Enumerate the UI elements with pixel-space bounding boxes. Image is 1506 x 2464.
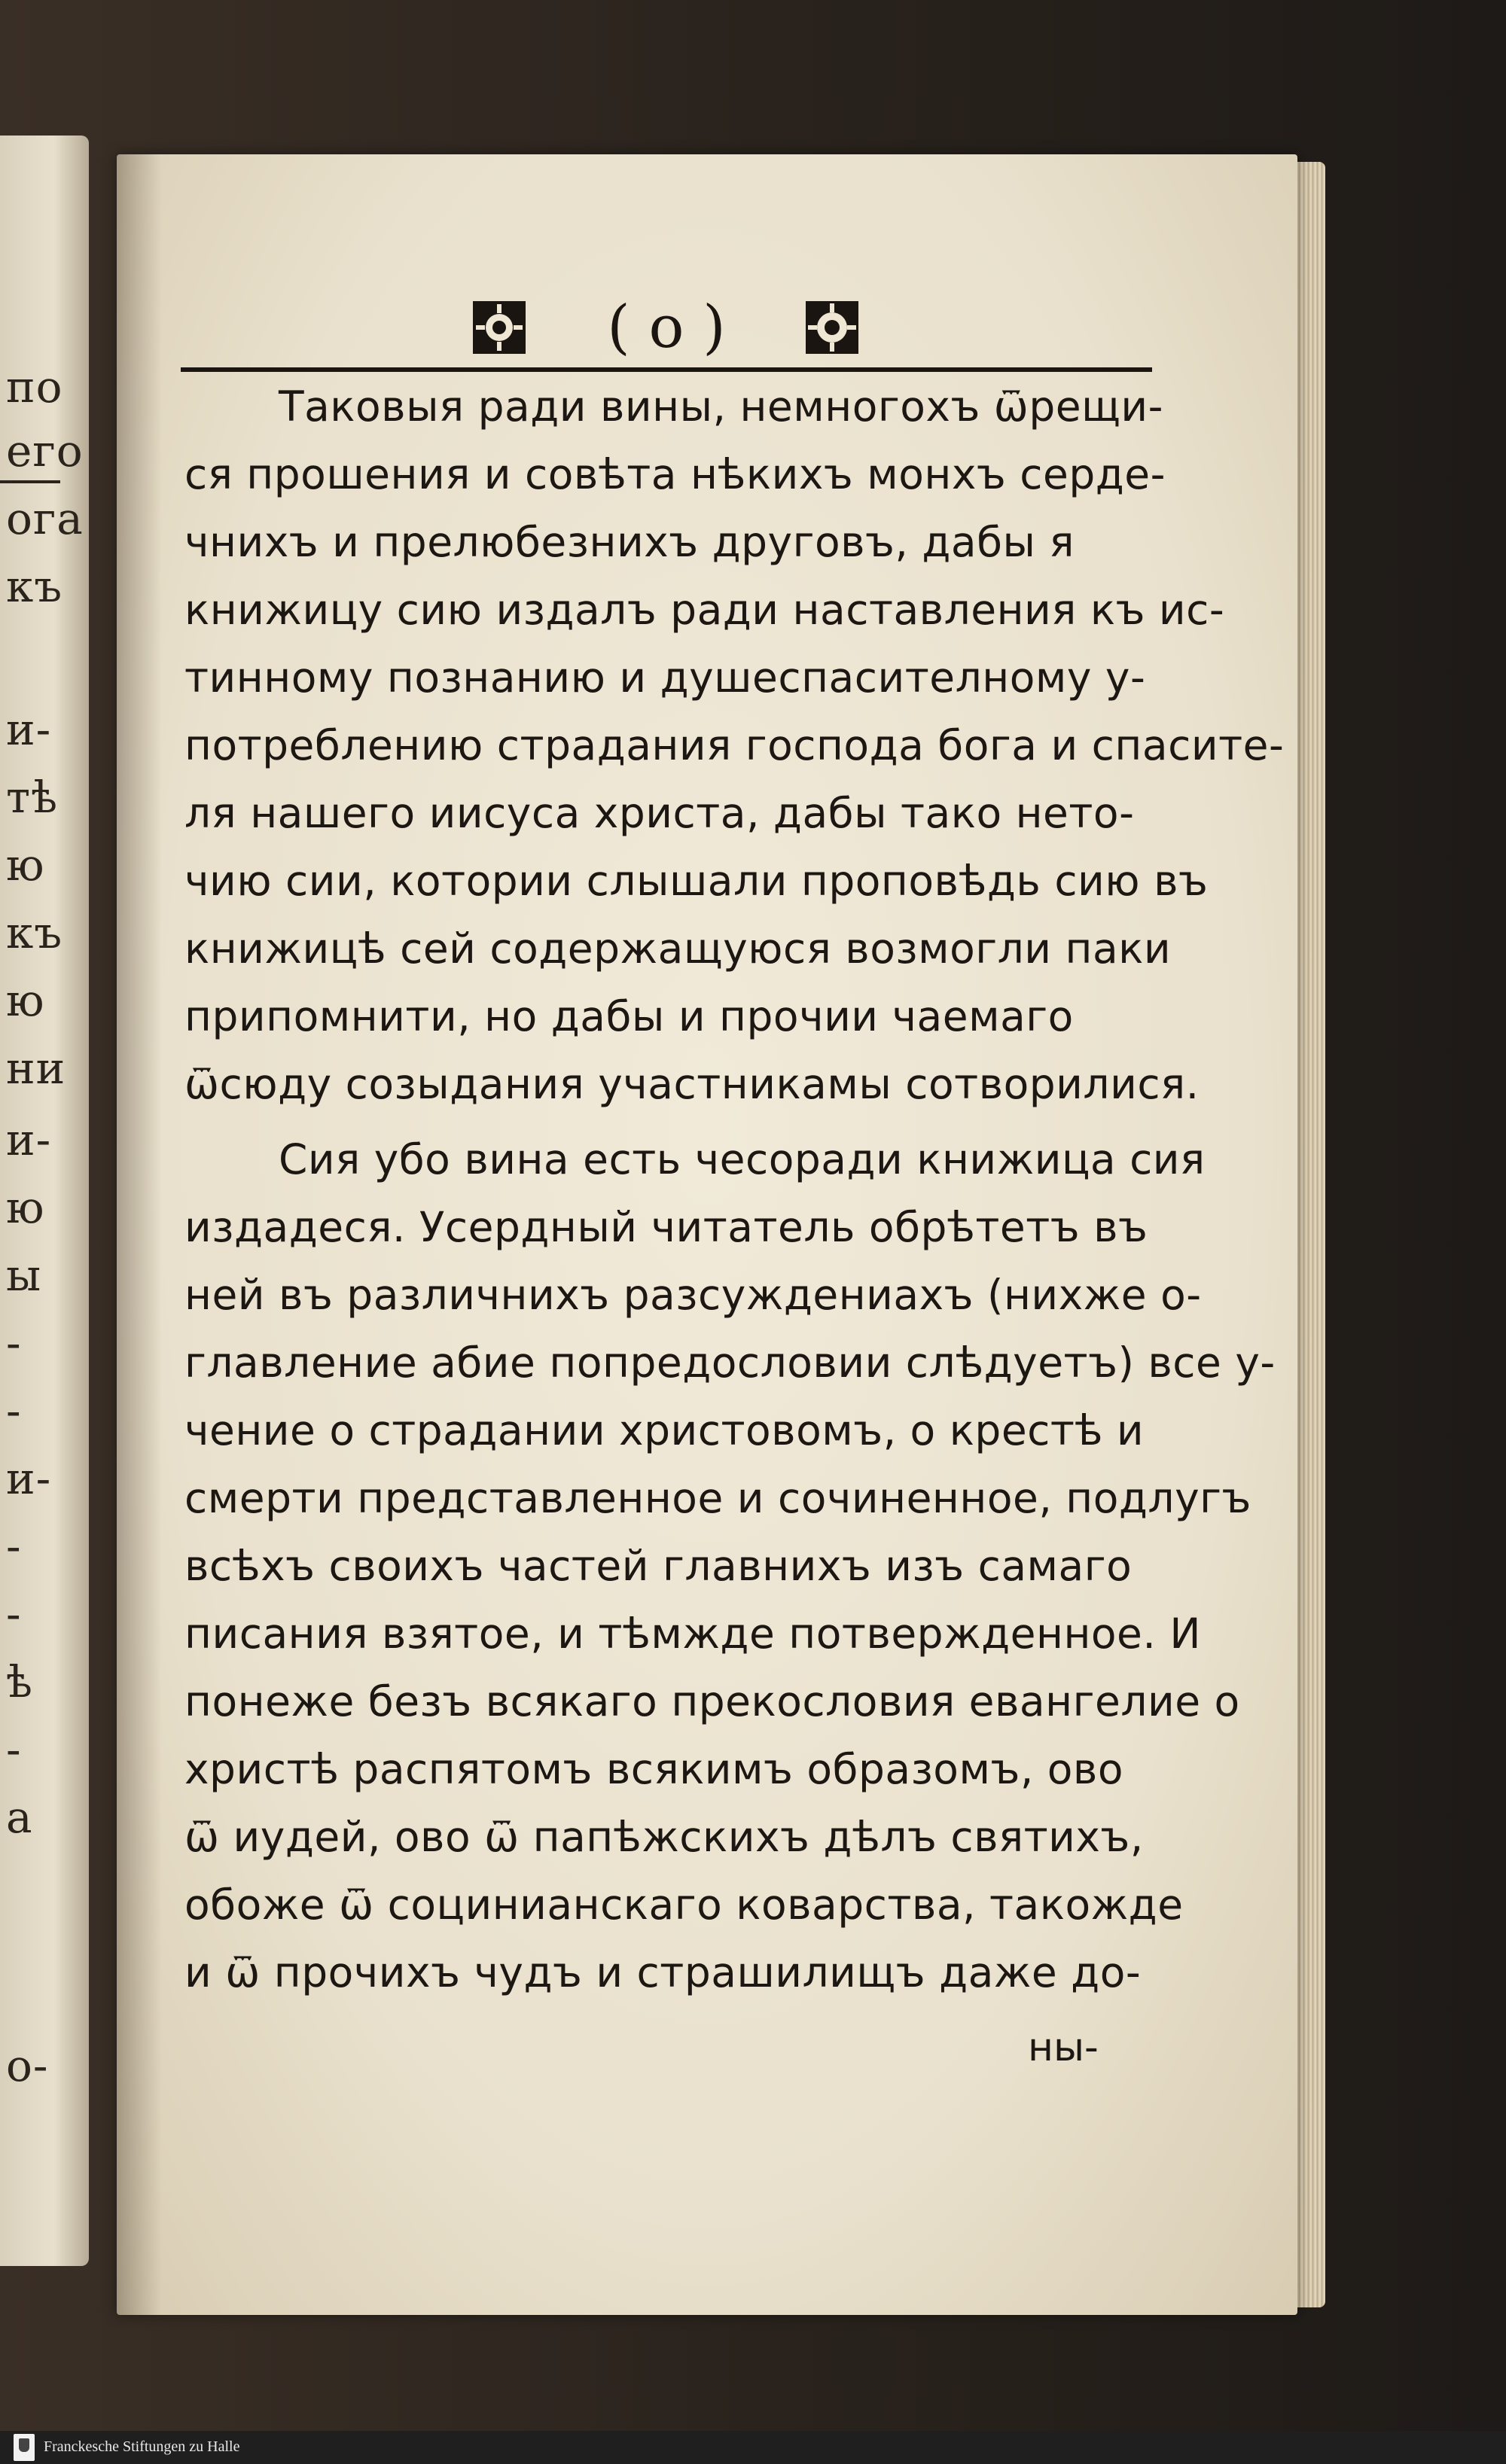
left-fragment: - — [6, 1521, 22, 1572]
text-line: обоже ѿ социнианскаго коварства, такожде — [184, 1881, 1184, 1929]
text-line: Таковыя ради вины, немногохъ ѿрещи- — [279, 382, 1163, 431]
left-fragment: ы — [6, 1250, 42, 1301]
left-fragment: и- — [6, 704, 52, 755]
text-line: книжицу сию издалъ ради наставления къ ис- — [184, 586, 1225, 634]
text-line: ля нашего иисуса христа, дабы тако нето- — [184, 789, 1135, 837]
text-line: всѣхъ своихъ частей главнихъ изъ самаго — [184, 1542, 1133, 1590]
page-number: ( o ) — [607, 294, 726, 361]
left-fragment: ю — [6, 975, 45, 1026]
text-line: тинному познанию и душеспасителному у- — [184, 653, 1146, 702]
left-fragment: по — [6, 361, 63, 413]
left-fragment: ога — [6, 493, 84, 544]
text-line: понеже безъ всякаго прекословия евангелие о — [184, 1677, 1240, 1725]
text-line: чнихъ и прелюбезнихъ друговъ, дабы я — [184, 518, 1075, 566]
gutter-shadow — [117, 154, 162, 2315]
left-fragment: ни — [6, 1043, 66, 1094]
left-fragment: - — [6, 1317, 22, 1369]
text-line: ѿсюду созыдания участникамы сотворилися. — [184, 1060, 1200, 1108]
text-line: христѣ распятомъ всякимъ образомъ, ово — [184, 1745, 1123, 1793]
text-line: издадеся. Усердный читатель обрѣтетъ въ — [184, 1203, 1148, 1251]
catchword: ны- — [1028, 2025, 1099, 2070]
left-fragment: и- — [6, 1114, 52, 1165]
left-fragment: ѣ — [6, 1656, 33, 1707]
left-fragment: къ — [6, 907, 63, 958]
left-fragment: - — [6, 1385, 22, 1436]
left-fragment: а — [6, 1792, 33, 1843]
text-line: ней въ различнихъ разсуждениахъ (нихже о- — [184, 1271, 1202, 1319]
text-line: и ѿ прочихъ чудъ и страшилищъ даже до- — [184, 1948, 1142, 1996]
page-edges — [1295, 162, 1325, 2307]
page-header — [181, 290, 1152, 373]
text-line: чию сии, котории слышали проповѣдь сию въ — [184, 857, 1209, 905]
left-fragment: ю — [6, 839, 45, 891]
institution-logo-icon[interactable] — [14, 2434, 35, 2461]
left-fragment: - — [6, 1588, 22, 1640]
text-line: смерти представленное и сочиненное, подлугъ — [184, 1474, 1251, 1522]
text-line: ѿ иудей, ово ѿ папѣжскихъ дѣлъ святихъ, — [184, 1813, 1144, 1861]
text-line: писания взятое, и тѣмжде потвержденное. И — [184, 1610, 1202, 1658]
left-fragment: ю — [6, 1182, 45, 1233]
header-rule — [181, 367, 1152, 372]
text-line: припомнити, но дабы и прочии чаемаго — [184, 992, 1074, 1040]
left-facing-page — [0, 136, 89, 2266]
text-line: потреблению страдания господа бога и спасите- — [184, 721, 1285, 769]
left-fragment: къ — [6, 561, 63, 612]
text-line: чение о страдании христовомъ, о крестѣ и — [184, 1406, 1145, 1454]
left-ornament-icon — [473, 301, 526, 354]
footer-bar — [0, 2431, 1506, 2464]
text-line: книжицѣ сей содержащуюся возмогли паки — [184, 924, 1172, 973]
left-fragment: его — [6, 425, 84, 477]
left-fragment: о- — [6, 2040, 49, 2091]
left-page-rule — [0, 480, 60, 483]
left-fragment: - — [6, 1724, 22, 1775]
text-line: Сия убо вина есть чесоради книжица сия — [279, 1135, 1206, 1183]
left-fragment: и- — [6, 1453, 52, 1504]
right-ornament-icon — [806, 301, 858, 354]
left-fragment: тѣ — [6, 772, 59, 823]
text-line: главление абие попредословии слѣдуетъ) все у- — [184, 1339, 1276, 1387]
text-line: ся прошения и совѣта нѣкихъ монхъ серде- — [184, 450, 1166, 498]
institution-name: Franckesche Stiftungen zu Halle — [44, 2438, 240, 2455]
